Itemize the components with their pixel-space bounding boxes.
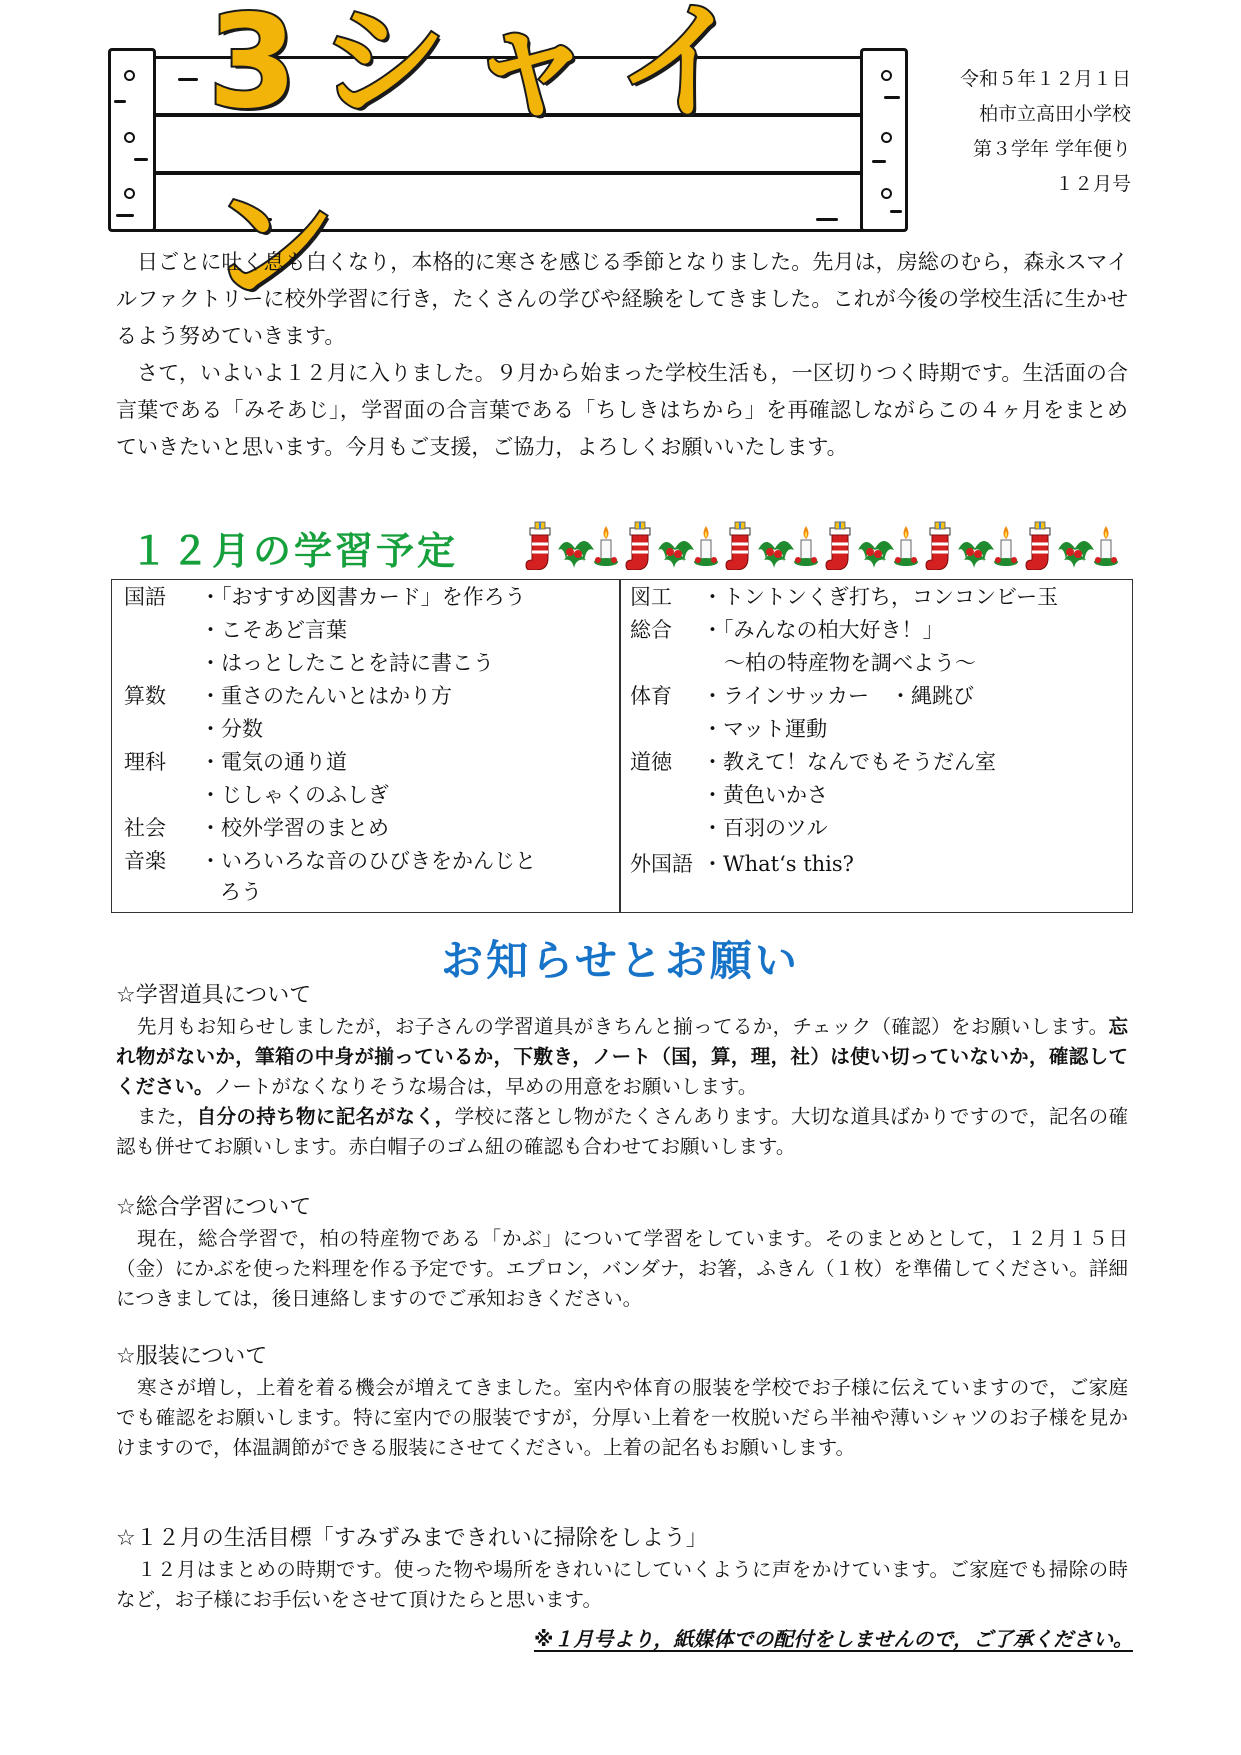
supplies-text-c: ノートがなくなりそうな場合は，早めの用意をお願いします。 [213,1075,758,1098]
section-body-supplies [116,1012,1128,1162]
supplies-emphasis: 忘れ物がないか，筆箱の中身が揃っているか，下敷き，ノート（国，算，理，社）は使い切っていないか，確認してください。 [116,1015,1128,1098]
subject-rika: 理科 [124,750,166,774]
schedule-item: ・教えて！なんでもそうだん室 [702,750,996,774]
schedule-item: ・「みんなの柏大好き！」 [702,618,944,642]
section-title-supplies: ☆学習道具について [116,983,312,1008]
section-title-life-goal: ☆１２月の生活目標「すみずみまできれいに掃除をしよう」 [116,1526,708,1551]
section-body-clothing: 寒さが増し，上着を着る機会が増えてきました。室内や体育の服装を学校でお子様に伝えていますので，ご家庭でも確認をお願いします。特に室内での服装ですが，分厚い上着を一枚脱いだら半袖や薄いシャツのお子様を見かけますので，体温調節ができる服装にさせてください。上着の記名もお願いします。 [116,1376,1128,1459]
schedule-item: ～柏の特産物を調べよう～ [724,651,976,675]
supplies-text-d: また， [137,1105,197,1128]
schedule-item: ・マット運動 [702,717,828,741]
schedule-item: ・黄色いかさ [702,783,828,807]
section-title-integrated-study: ☆総合学習について [116,1195,312,1220]
schedule-item: ・トントンくぎ打ち，コンコンビー玉 [702,585,1059,609]
schedule-divider [619,580,621,912]
section-body-life-goal: １２月はまとめの時期です。使った物や場所をきれいにしていくように声をかけています。ご家庭でも掃除の時など，お子様にお手伝いをさせて頂けたらと思います。 [116,1558,1128,1611]
schedule-item: ・What‘s this? [702,852,854,876]
schedule-item: ・ラインサッカー ・縄跳び [702,684,974,708]
schedule-table [111,579,1133,913]
intro-paragraph-2: さて，いよいよ１２月に入りました。９月から始まった学校生活も，一区切りつく時期です。生活面の合言葉である「みそあじ」，学習面の合言葉である「ちしきはちから」を再確認しながらこの４ヶ月をまとめていきたいと思います。今月もご支援，ご協力，よろしくお願いいたします。 [116,361,1128,459]
subject-ongaku: 音楽 [124,849,166,873]
subject-sansu: 算数 [124,684,166,708]
schedule-item: ・「おすすめ図書カード」を作ろう [200,585,526,609]
schedule-item: ・こそあど言葉 [200,618,347,642]
issue-date: 令和５年１２月１日 [959,68,1131,90]
subject-sogo: 総合 [630,618,672,642]
newsletter-name: 第３学年 学年便り [972,138,1131,160]
section-body-integrated-study: 現在，総合学習で，柏の特産物である「かぶ」について学習をしています。そのまとめとして，１２月１５日（金）にかぶを使った料理を作る予定です。エプロン，バンダナ，お箸，ふきん（１枚）を準備してください。詳細につきましては，後日連絡しますのでご承知おきください。 [116,1227,1128,1310]
supplies-emphasis-name: 自分の持ち物に記名がなく， [196,1105,455,1128]
schedule-item: ・はっとしたことを詩に書こう [200,651,494,675]
schedule-item: ろう [220,880,262,904]
schedule-item: ・いろいろな音のひびきをかんじと [200,849,536,873]
schedule-heading: １２月の学習予定 [130,529,459,573]
intro-paragraph-1: 日ごとに吐く息も白くなり，本格的に寒さを感じる季節となりました。先月は，房総のむら，森永スマイルファクトリーに校外学習に行き，たくさんの学びや経験をしてきました。これが今後の学校生活に生かせるよう努めていきます。 [116,250,1128,348]
schedule-item: ・分数 [200,717,263,741]
subject-kokugo: 国語 [124,585,166,609]
issue-month: １２月号 [1054,173,1131,195]
schedule-item: ・校外学習のまとめ [200,816,389,840]
school-name: 柏市立高田小学校 [978,103,1131,125]
footer-note: ※１月号より，紙媒体での配付をしませんので，ご了承ください。 [533,1627,1133,1651]
subject-shakai: 社会 [124,816,166,840]
christmas-decoration [522,518,1136,570]
notice-heading: お知らせとお願い [441,936,800,985]
supplies-text-f: 学校に落とし物がたくさんあります。大切な道具ばかりですので，記名の確認も併せてお願いします。赤白帽子のゴム紐の確認も合わせてお願いします。 [116,1105,1128,1158]
subject-dotoku: 道徳 [630,750,672,774]
schedule-item: ・百羽のツル [702,816,828,840]
schedule-item: ・重さのたんいとはかり方 [200,684,452,708]
schedule-item: ・じしゃくのふしぎ [200,783,389,807]
schedule-item: ・電気の通り道 [200,750,347,774]
supplies-text-a: 先月もお知らせしましたが，お子さんの学習道具がきちんと揃ってるか，チェック（確認）をお願いします。 [137,1015,1109,1038]
subject-taiiku: 体育 [630,684,672,708]
section-title-clothing: ☆服装について [116,1344,268,1369]
newsletter-title: 3シャイン [208,0,767,321]
subject-gaikokugo: 外国語 [630,852,693,876]
subject-zuko: 図工 [630,585,672,609]
header-meta [960,62,1131,202]
